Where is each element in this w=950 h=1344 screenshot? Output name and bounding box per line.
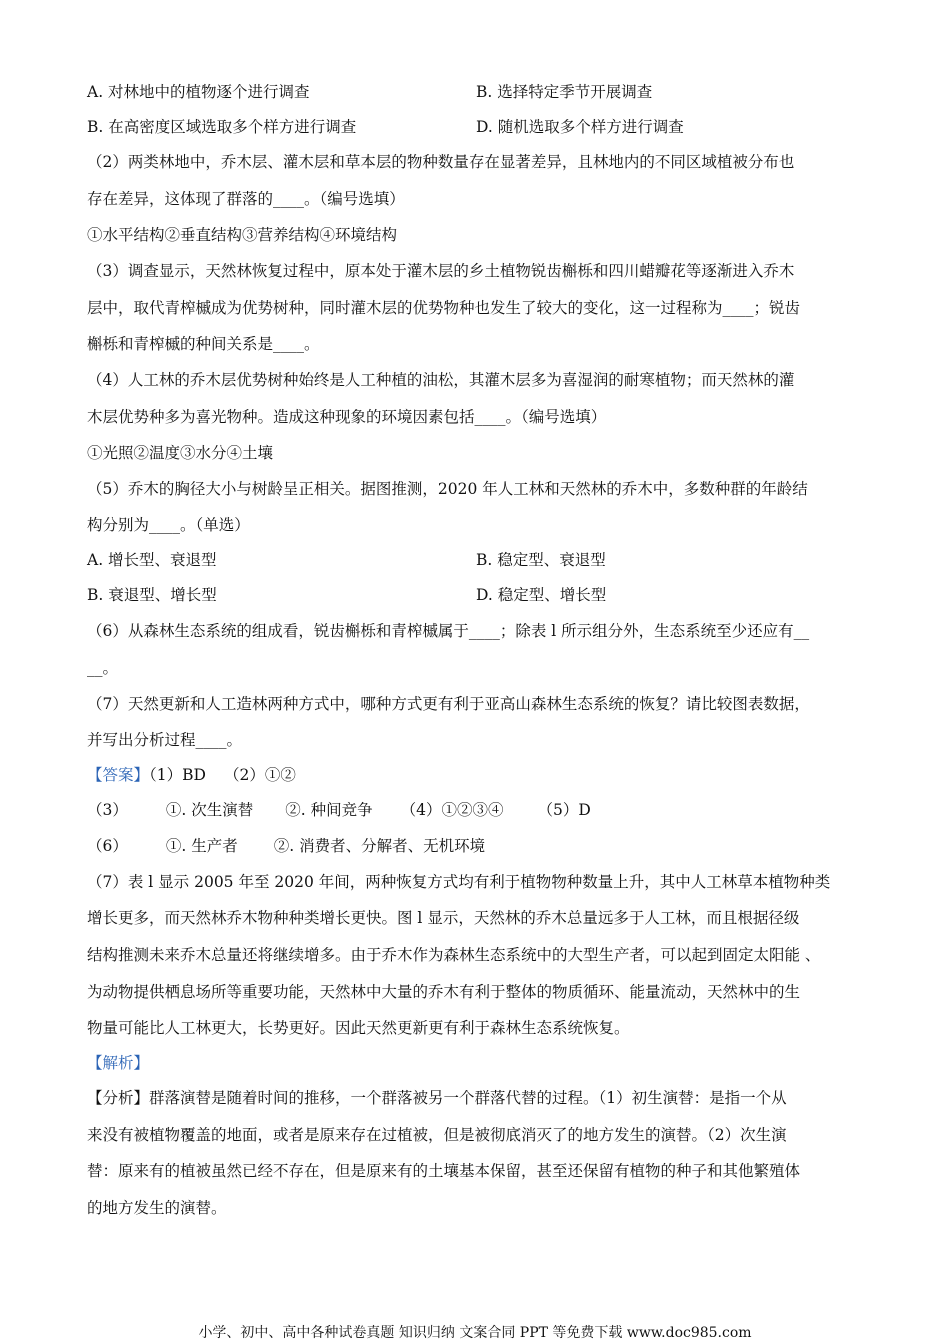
answer-3-num: （3） xyxy=(87,801,128,819)
answer-6-part-1: ①. 生产者 xyxy=(165,837,238,855)
answer-row-2 xyxy=(87,799,887,821)
q1-option-a: A. 对林地中的植物逐个进行调查 xyxy=(87,83,310,101)
answer-3-part-1: ①. 次生演替 xyxy=(165,801,254,819)
q1-option-d: D. 随机选取多个样方进行调查 xyxy=(476,118,684,136)
q4-line-1: （4）人工林的乔木层优势树种始终是人工种植的油松，其灌木层多为喜湿润的耐寒植物；而天然林的灌 xyxy=(87,371,795,389)
answer-1: （1）BD xyxy=(149,766,206,784)
q5-option-c: B. 衰退型、增长型 xyxy=(87,586,217,604)
answer-6-part-2: ②. 消费者、分解者、无机环境 xyxy=(273,837,486,855)
analysis-head: 【分析】 xyxy=(87,1089,150,1107)
q2-line-1: （2）两类林地中，乔木层、灌木层和草本层的物种数量存在显著差异，且林地内的不同区域植被分布也 xyxy=(87,153,795,171)
q4-choices: ①光照②温度③水分④土壤 xyxy=(87,444,274,462)
analysis-line-2: 来没有被植物覆盖的地面，或者是原来存在过植被，但是被彻底消灭了的地方发生的演替。（2）次生演 xyxy=(87,1126,787,1144)
page-footer: 小学、初中、高中各种试卷真题 知识归纳 文案合同 PPT 等免费下载 www.doc985.com xyxy=(198,1325,752,1341)
q5-option-b: B. 稳定型、衰退型 xyxy=(476,551,606,569)
answer-2: （2）①② xyxy=(223,766,296,784)
answer-7-line-1: （7）表 l 显示 2005 年至 2020 年间，两种恢复方式均有利于植物物种数量上升，其中人工林草本植物种类 xyxy=(87,873,831,891)
answer-label: 【答案】 xyxy=(87,766,150,784)
q4-line-2: 木层优势种多为喜光物种。造成这种现象的环境因素包括____。（编号选填） xyxy=(87,408,607,426)
q5-option-d: D. 稳定型、增长型 xyxy=(476,586,607,604)
analysis-label: 【解析】 xyxy=(87,1054,150,1072)
analysis-text-1: 群落演替是随着时间的推移，一个群落被另一个群落代替的过程。（1）初生演替：是指一个从 xyxy=(149,1089,787,1107)
answer-row-1 xyxy=(87,764,887,786)
answer-4: （4）①②③④ xyxy=(400,801,504,819)
q6-line-1: （6）从森林生态系统的组成看，锐齿槲栎和青榨槭属于____；除表 l 所示组分外，生态系统至少还应有__ xyxy=(87,622,810,640)
analysis-line-4: 的地方发生的演替。 xyxy=(87,1199,227,1217)
q3-line-2: 层中，取代青榨槭成为优势树种，同时灌木层的优势物种也发生了较大的变化，这一过程称为____；锐齿 xyxy=(87,299,801,317)
answer-row-3 xyxy=(87,835,887,857)
q7-line-1: （7）天然更新和人工造林两种方式中，哪种方式更有利于亚高山森林生态系统的恢复？请比较图表数据， xyxy=(87,695,810,713)
q2-choices: ①水平结构②垂直结构③营养结构④环境结构 xyxy=(87,226,398,244)
q5-line-1: （5）乔木的胸径大小与树龄呈正相关。据图推测，2020 年人工林和天然林的乔木中，多数种群的年龄结 xyxy=(87,480,808,498)
q3-line-3: 槲栎和青榨槭的种间关系是____。 xyxy=(87,335,320,353)
answer-6-num: （6） xyxy=(87,837,128,855)
answer-5: （5）D xyxy=(537,801,591,819)
q3-line-1: （3）调查显示，天然林恢复过程中，原本处于灌木层的乡土植物锐齿槲栎和四川蜡瓣花等逐渐进入乔木 xyxy=(87,262,795,280)
q7-line-2: 并写出分析过程____。 xyxy=(87,731,243,749)
q6-line-2: __。 xyxy=(87,659,119,677)
q1-option-b: B. 选择特定季节开展调查 xyxy=(476,83,653,101)
q5-option-a: A. 增长型、衰退型 xyxy=(87,551,217,569)
q2-line-2: 存在差异，这体现了群落的____。（编号选填） xyxy=(87,190,405,208)
answer-7-line-4: 为动物提供栖息场所等重要功能，天然林中大量的乔木有利于整体的物质循环、能量流动，天然林中的生 xyxy=(87,983,801,1001)
answer-7-line-3: 结构推测未来乔木总量还将继续增多。由于乔木作为森林生态系统中的大型生产者，可以起到固定太阳能 、 xyxy=(87,946,821,964)
q5-line-2: 构分别为____。（单选） xyxy=(87,516,250,534)
q1-option-c: B. 在高密度区域选取多个样方进行调查 xyxy=(87,118,357,136)
answer-3-part-2: ②. 种间竞争 xyxy=(285,801,373,819)
answer-7-line-5: 物量可能比人工林更大，长势更好。因此天然更新更有利于森林生态系统恢复。 xyxy=(87,1019,630,1037)
answer-7-line-2: 增长更多，而天然林乔木物种种类增长更快。图 l 显示，天然林的乔木总量远多于人工林，而且根据径级 xyxy=(87,909,800,927)
analysis-line-1 xyxy=(87,1087,887,1109)
analysis-line-3: 替：原来有的植被虽然已经不存在，但是原来有的土壤基本保留，甚至还保留有植物的种子和其他繁殖体 xyxy=(87,1162,801,1180)
